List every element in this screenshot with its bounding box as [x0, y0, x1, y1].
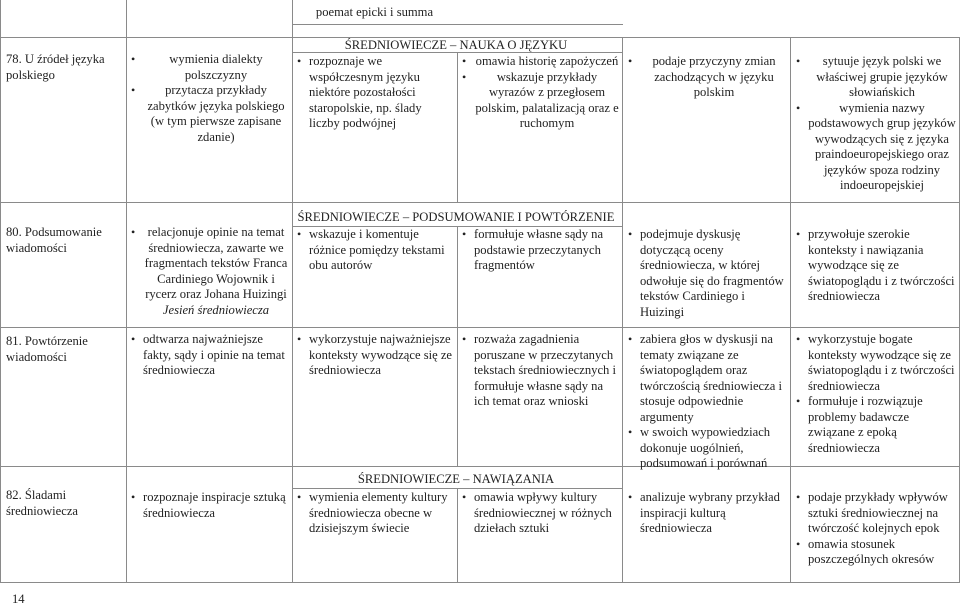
list-item: • omawia wpływy kultury średniowiecznej w różnych dziełach sztuki	[460, 490, 620, 537]
list-item: • rozważa zagadnienia poruszane w przeczytanych tekstach średniowiecznych i formułuje własne sądy na ich temat oraz wnioski	[460, 332, 620, 410]
lesson-80: 80. Podsumowanie wiadomości	[6, 225, 102, 255]
list-item: • podaje przykłady wpływów sztuki średniowiecznej na twórczość kolejnych epok	[794, 490, 956, 537]
r78-c5	[626, 54, 788, 101]
list-item: • podejmuje dyskusję dotyczącą oceny średniowiecza, w której odwołuje się do fragmentów tekstów Cardiniego i Huizingi	[626, 227, 788, 320]
section-title-nawiazania: ŚREDNIOWIECZE – NAWIĄZANIA	[357, 472, 555, 486]
lesson-81: 81. Powtórzenie wiadomości	[6, 334, 88, 364]
r82-c5	[626, 490, 788, 537]
grid-line	[457, 52, 458, 202]
section-title-nauka: ŚREDNIOWIECZE – NAUKA O JĘZYKU	[344, 38, 568, 52]
list-item: • wskazuje przykłady wyrazów z przegłosem polskim, palatalizacją oraz e ruchomym	[460, 70, 620, 132]
r80-c2	[129, 225, 289, 318]
r82-c6	[794, 490, 956, 568]
list-item: • analizuje wybrany przykład inspiracji kulturą średniowiecza	[626, 490, 788, 537]
section-title-podsumowanie: ŚREDNIOWIECZE – PODSUMOWANIE I POWTÓRZENIE	[297, 210, 615, 224]
r80-c4	[460, 227, 620, 274]
list-item: • relacjonuje opinie na temat średniowiecza, zawarte we fragmentach tekstów Franca Cardiniego Wojownik i rycerz oraz Johana Huizingi Jesień średniowiecza	[129, 225, 289, 318]
grid-line	[0, 582, 960, 583]
list-item: • przytacza przykłady zabytków języka polskiego (w tym pierwsze zapisane zdanie)	[129, 83, 289, 145]
list-item: • sytuuje język polski we właściwej grupie języków słowiańskich	[794, 54, 956, 101]
grid-line	[0, 202, 960, 203]
list-item: • przywołuje szerokie konteksty i nawiązania wywodzące się ze światopoglądu i z twórczości średniowiecza	[794, 227, 956, 305]
r78-c3	[295, 54, 455, 132]
r81-c4	[460, 332, 620, 410]
header-text: poemat epicki i summa	[315, 5, 434, 19]
list-item: • omawia stosunek poszczególnych okresów	[794, 537, 956, 568]
list-item: • omawia historię zapożyczeń	[460, 54, 620, 70]
grid-line	[0, 327, 960, 328]
lesson-78: 78. U źródeł języka polskiego	[6, 52, 105, 82]
list-item: • wskazuje i komentuje różnice pomiędzy tekstami obu autorów	[295, 227, 455, 274]
list-item: • wymienia elementy kultury średniowiecza obecne w dzisiejszym świecie	[295, 490, 455, 537]
r82-c4	[460, 490, 620, 537]
grid-line	[790, 37, 791, 582]
grid-line	[457, 226, 458, 466]
list-item: • wymienia dialekty polszczyzny	[129, 52, 289, 83]
list-item: • podaje przyczyny zmian zachodzących w języku polskim	[626, 54, 788, 101]
r81-c5	[626, 332, 788, 472]
grid-line	[292, 24, 623, 25]
grid-line	[292, 0, 293, 582]
grid-line	[292, 488, 623, 489]
grid-line	[457, 488, 458, 582]
grid-line	[622, 37, 623, 582]
list-item: • formułuje i rozwiązuje problemy badawcze związane z epoką średniowiecza	[794, 394, 956, 456]
list-item: • wykorzystuje najważniejsze konteksty wywodzące się ze średniowiecza	[295, 332, 455, 379]
list-item: • zabiera głos w dyskusji na tematy związane ze światopoglądem oraz twórczością średniowiecza i stosuje odpowiednie argumenty	[626, 332, 788, 425]
r82-c2	[129, 490, 289, 521]
r82-c3	[295, 490, 455, 537]
r78-c2	[129, 52, 289, 145]
r80-c5	[626, 227, 788, 320]
list-item: • wykorzystuje bogate konteksty wywodzące się ze światopoglądu i z twórczości średniowiecza	[794, 332, 956, 394]
r81-c2	[129, 332, 289, 379]
grid-line	[0, 0, 1, 582]
list-item: • formułuje własne sądy na podstawie przeczytanych fragmentów	[460, 227, 620, 274]
r80-c6	[794, 227, 956, 305]
r80-c3	[295, 227, 455, 274]
list-item: • w swoich wypowiedziach dokonuje uogólnień, podsumowań i porównań	[626, 425, 788, 472]
list-item: • rozpoznaje inspiracje sztuką średniowiecza	[129, 490, 289, 521]
list-item: • rozpoznaje we współczesnym języku niektóre pozostałości staropolskie, np. ślady liczby podwójnej	[295, 54, 455, 132]
page-number: 14	[12, 592, 25, 606]
list-item: • wymienia nazwy podstawowych grup języków wywodzących się z języka praindoeuropejskiego oraz języków spoza rodziny indoeuropejskiej	[794, 101, 956, 194]
r78-c6	[794, 54, 956, 194]
grid-line	[126, 0, 127, 582]
r81-c3	[295, 332, 455, 379]
grid-line	[0, 466, 960, 467]
r78-c4	[460, 54, 620, 132]
r81-c6	[794, 332, 956, 456]
list-item: • odtwarza najważniejsze fakty, sądy i opinie na temat średniowiecza	[129, 332, 289, 379]
lesson-82: 82. Śladami średniowiecza	[6, 488, 79, 518]
